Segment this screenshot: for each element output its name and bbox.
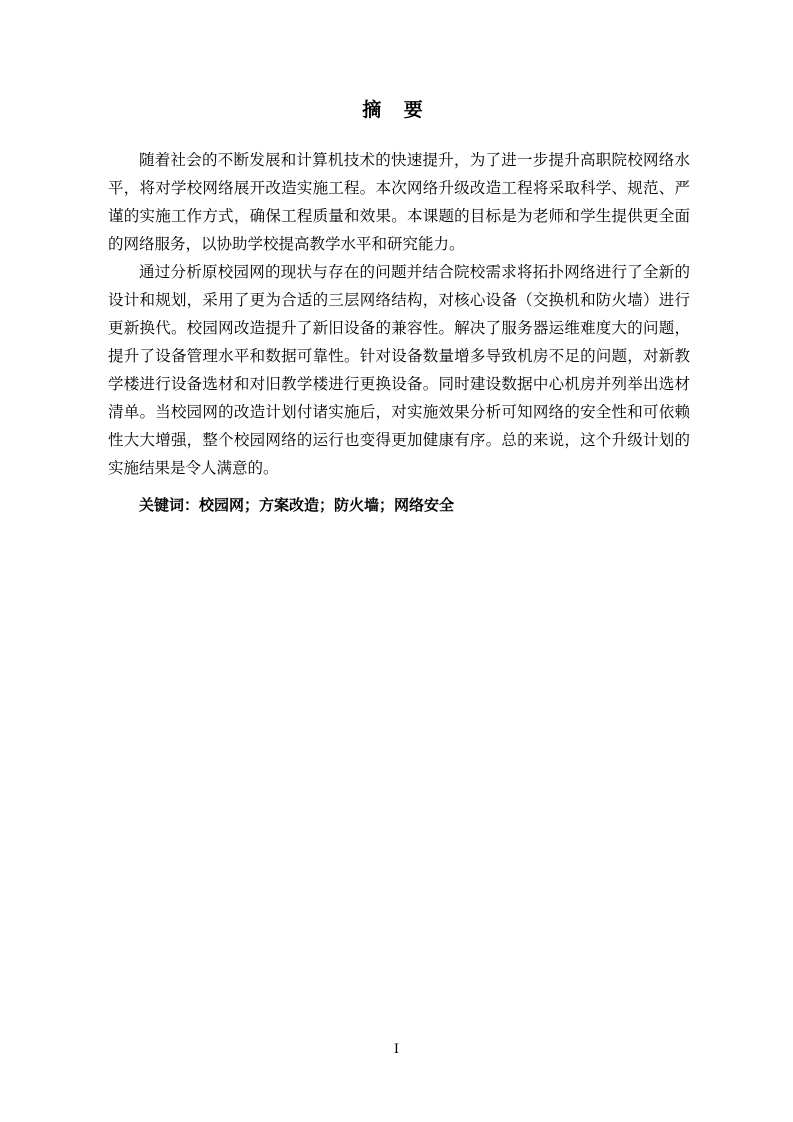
abstract-paragraph-1: 随着社会的不断发展和计算机技术的快速提升，为了进一步提升高职院校网络水平，将对学校网络展开改造实施工程。本次网络升级改造工程将采取科学、规范、严谨的实施工作方式，确保工程质量和效果。本课题的目标是为老师和学生提供更全面的网络服务，以协助学校提高教学水平和研究能力。: [108, 151, 690, 253]
abstract-title: 摘 要: [362, 99, 431, 121]
keywords-line: 关键词：校园网；方案改造；防火墙；网络安全: [139, 496, 455, 514]
abstract-body: [108, 146, 690, 482]
abstract-paragraph-2: 通过分析原校园网的现状与存在的问题并结合院校需求将拓扑网络进行了全新的设计和规划，采用了更为合适的三层网络结构，对核心设备（交换机和防火墙）进行更新换代。校园网改造提升了新旧设备的兼容性。解决了服务器运维难度大的问题，提升了设备管理水平和数据可靠性。针对设备数量增多导致机房不足的问题，对新教学楼进行设备选材和对旧教学楼进行更换设备。同时建设数据中心机房并列举出选材清单。当校园网的改造计划付诸实施后，对实施效果分析可知网络的安全性和可依赖性大大增强，整个校园网络的运行也变得更加健康有序。总的来说，这个升级计划的实施结果是令人满意的。: [108, 263, 690, 477]
page-number: I: [393, 1042, 400, 1057]
